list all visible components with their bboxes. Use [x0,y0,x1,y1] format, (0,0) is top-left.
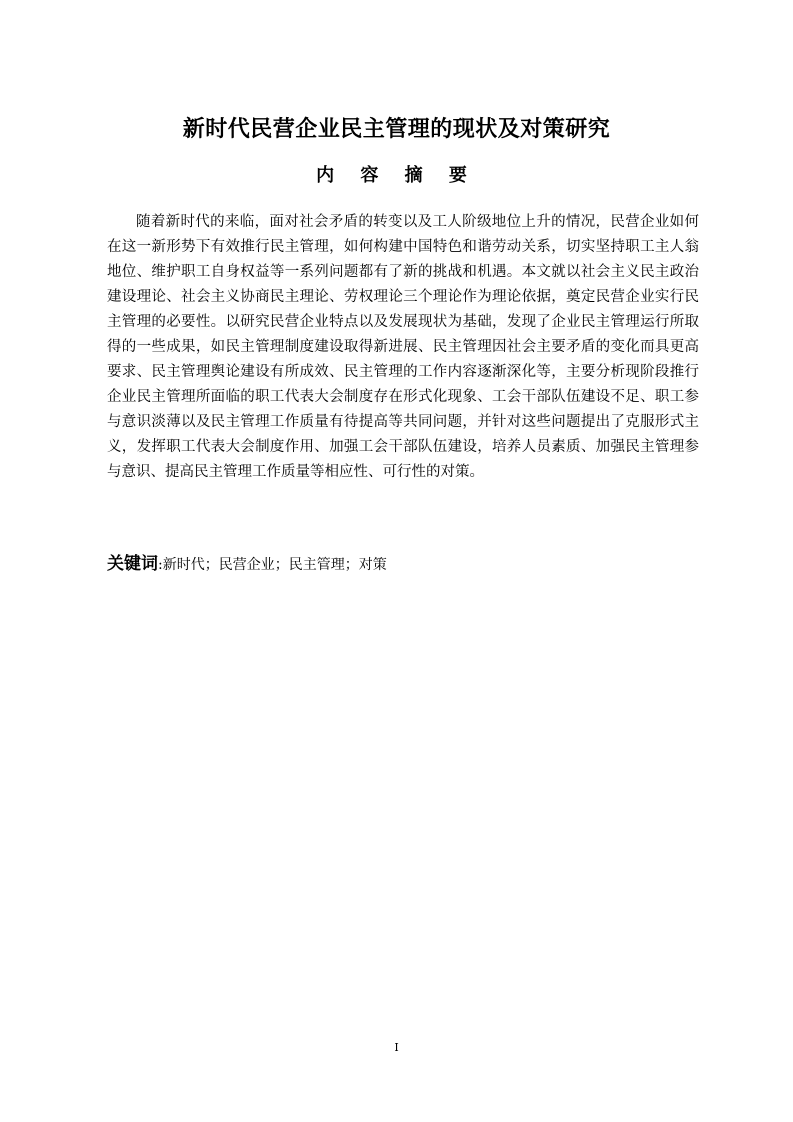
page-number: I [394,1041,399,1054]
keywords-colon: : [158,557,163,573]
abstract-heading: 内 容 摘 要 [316,165,477,186]
keywords-line [107,550,699,579]
keywords-text: 新时代；民营企业；民主管理；对策 [162,557,387,573]
document-title: 新时代民营企业民主管理的现状及对策研究 [182,117,611,142]
abstract-paragraph: 随着新时代的来临，面对社会矛盾的转变以及工人阶级地位上升的情况，民营企业如何在这一新形势下有效推行民主管理，如何构建中国特色和谐劳动关系，切实坚持职工主人翁地位、维护职工自身权益等一系列问题都有了新的挑战和机遇。本文就以社会主义民主政治建设理论、社会主义协商民主理论、劳权理论三个理论作为理论依据，奠定民营企业实行民主管理的必要性。以研究民营企业特点以及发展现状为基础，发现了企业民主管理运行所取得的一些成果，如民主管理制度建设取得新进展、民主管理因社会主要矛盾的变化而具更高要求、民主管理舆论建设有所成效、民主管理的工作内容逐渐深化等，主要分析现阶段推行企业民主管理所面临的职工代表大会制度存在形式化现象、工会干部队伍建设不足、职工参与意识淡薄以及民主管理工作质量有待提高等共同问题，并针对这些问题提出了克服形式主义，发挥职工代表大会制度作用、加强工会干部队伍建设，培养人员素质、加强民主管理参与意识、提高民主管理工作质量等相应性、可行性的对策。 [107,214,699,480]
keywords-label: 关键词 [107,554,158,574]
